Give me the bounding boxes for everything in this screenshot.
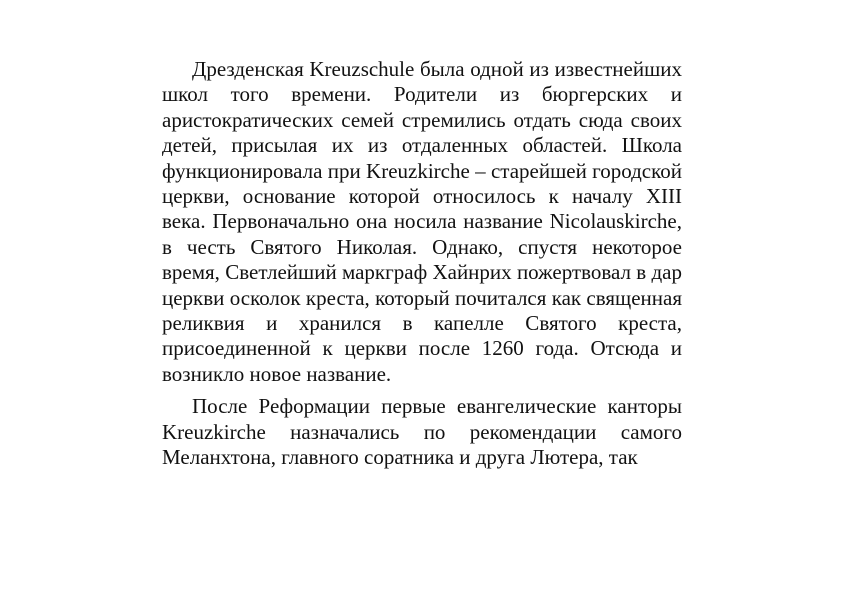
paragraph-reformation: После Реформации первые евангелические канторы Kreuzkirche назначались по рекомендации самого Меланхтона, главного соратника и друга Лютера, так [162, 394, 682, 470]
paragraph-kreuzschule: Дрезденская Kreuzschule была одной из известнейших школ того времени. Родители из бюргерских и аристократических семей стремились отдать сюда своих детей, присылая их из отдаленных областей. Школа функционировала при Kreuzkirche – старейшей городской церкви, основание которой относилось к началу XIII века. Первоначально она носила название Nicolauskirche, в честь Святого Николая. Однако, спустя некоторое время, Светлейший маркграф Хайнрих пожертвовал в дар церкви осколок креста, который почитался как священная реликвия и хранился в капелле Святого креста, присоединенной к церкви после 1260 года. Отсюда и возникло новое название. [162, 57, 682, 386]
body-text [162, 57, 682, 471]
